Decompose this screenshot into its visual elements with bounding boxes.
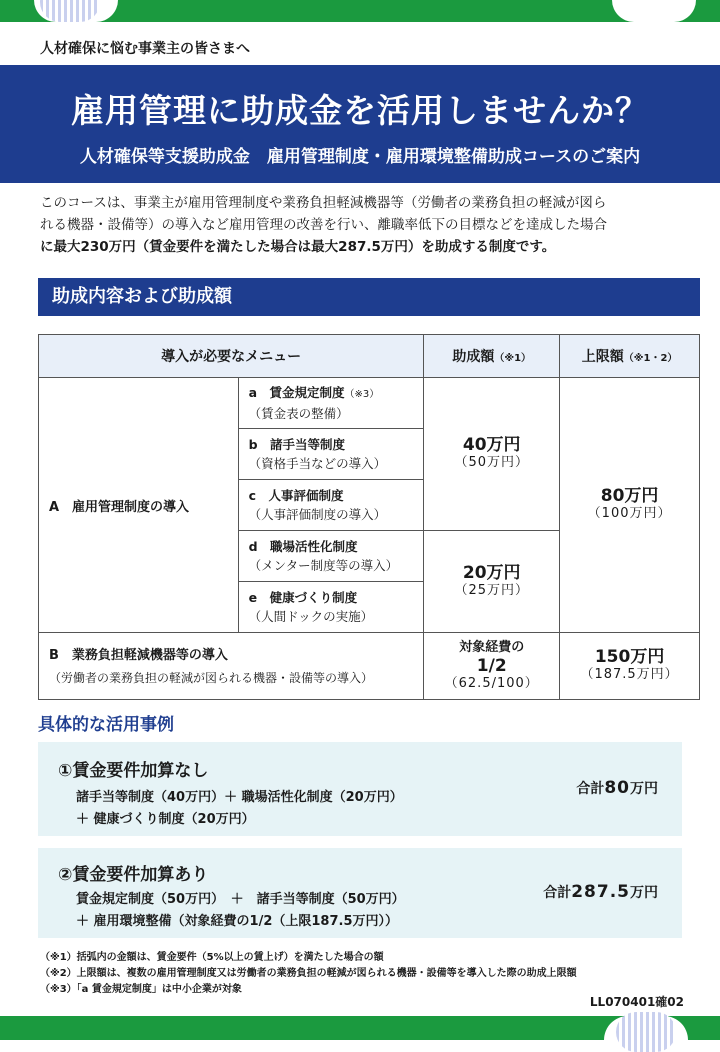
intro-line-3: に最大230万円（賃金要件を満たした場合は最大287.5万円）を助成する制度です。 <box>40 239 556 255</box>
striped-circle-decoration-bottom <box>616 1012 676 1052</box>
subsidy-table <box>38 334 700 700</box>
examples-heading: 具体的な活用事例 <box>38 715 174 735</box>
example-2-total-prefix: 合計 <box>543 885 572 901</box>
limit-b-value: 150万円 <box>594 647 665 667</box>
audience-label: 人材確保に悩む事業主の皆さまへ <box>40 41 250 57</box>
hero-banner <box>0 65 720 183</box>
header-amount-text: 助成額 <box>452 349 495 365</box>
table-header-row <box>39 335 700 378</box>
menu-item-d <box>238 531 424 582</box>
amount-abc-value: 40万円 <box>462 435 521 455</box>
page-title: 雇用管理に助成金を活用しませんか？ <box>71 91 649 130</box>
footnote-3: （※3）「a 賃金規定制度」は中小企業が対象 <box>40 984 242 995</box>
menu-item-b-name: b 諸手当等制度 <box>248 437 346 452</box>
footnote-2: （※2）上限額は、複数の雇用管理制度又は労働者の業務負担の軽減が図られる機器・設備等を導入した際の助成上限額 <box>40 968 577 979</box>
example-1-total-unit: 万円 <box>630 781 658 797</box>
top-green-band <box>0 0 720 22</box>
header-limit-text: 上限額 <box>581 349 624 365</box>
category-b <box>39 633 424 700</box>
example-2-total-num: 287.5 <box>571 882 630 902</box>
example-1-total <box>576 778 658 798</box>
menu-item-a-note: （※3） <box>344 389 380 400</box>
amount-de <box>424 531 560 633</box>
limit-b-wage: （187.5万円） <box>580 667 679 682</box>
header-amount <box>424 335 560 378</box>
bottom-green-band <box>0 1016 720 1040</box>
menu-item-c-name: c 人事評価制度 <box>248 488 344 503</box>
example-box-2 <box>38 848 682 938</box>
amount-b-line1: 対象経費の <box>459 640 525 655</box>
limit-a-value: 80万円 <box>600 486 659 506</box>
example-1-total-prefix: 合計 <box>576 781 605 797</box>
category-a: A 雇用管理制度の導入 <box>39 378 239 633</box>
menu-item-e <box>238 582 424 633</box>
example-1-line1: 諸手当等制度（40万円）＋ 職場活性化制度（20万円） <box>76 790 403 805</box>
table-row <box>39 378 700 429</box>
menu-item-c-desc: （人事評価制度の導入） <box>248 507 387 522</box>
header-limit-note: （※1・2） <box>623 353 678 364</box>
menu-item-e-name: e 健康づくり制度 <box>248 590 358 605</box>
example-1-line2: ＋ 健康づくり制度（20万円） <box>76 812 255 827</box>
example-2-total <box>543 882 658 902</box>
category-b-desc: （労働者の業務負担の軽減が図られる機器・設備等の導入） <box>49 670 374 685</box>
menu-item-b <box>238 429 424 480</box>
header-limit <box>560 335 700 378</box>
amount-abc <box>424 378 560 531</box>
intro-line-1: このコースは、事業主が雇用管理制度や業務負担軽減機器等（労働者の業務負担の軽減が図ら <box>40 195 607 211</box>
example-2-heading: ②賃金要件加算あり <box>58 865 209 885</box>
menu-item-a <box>238 378 424 429</box>
footnote-1: （※1）括弧内の金額は、賃金要件（5%以上の賃上げ）を満たした場合の額 <box>40 952 384 963</box>
document-code: LL070401確02 <box>589 995 684 1009</box>
limit-b <box>560 633 700 700</box>
limit-a <box>560 378 700 633</box>
menu-item-b-desc: （資格手当などの導入） <box>248 456 387 471</box>
amount-b-wage: （62.5/100） <box>444 676 539 691</box>
example-1-heading: ①賃金要件加算なし <box>58 761 209 781</box>
example-2-total-unit: 万円 <box>630 885 658 901</box>
amount-de-wage: （25万円） <box>454 582 529 598</box>
category-b-label: B 業務負担軽減機器等の導入 <box>49 647 228 663</box>
page-subtitle: 人材確保等支援助成金 雇用管理制度・雇用環境整備助成コースのご案内 <box>79 147 641 167</box>
intro-paragraph <box>40 192 690 258</box>
header-menu <box>39 335 424 378</box>
menu-item-d-desc: （メンター制度等の導入） <box>248 558 399 573</box>
menu-item-d-name: d 職場活性化制度 <box>248 539 358 554</box>
header-menu-text: 導入が必要なメニュー <box>161 349 302 365</box>
amount-b-ratio: 1/2 <box>476 656 507 676</box>
amount-b <box>424 633 560 700</box>
intro-line-2: れる機器・設備等）の導入など雇用管理の改善を行い、離職率低下の目標などを達成した場合 <box>40 217 607 233</box>
amount-abc-wage: （50万円） <box>454 455 529 470</box>
menu-item-a-desc: （賃金表の整備） <box>248 406 349 421</box>
menu-item-a-name: a 賃金規定制度 <box>248 385 345 400</box>
example-1-total-num: 80 <box>604 778 630 798</box>
top-notch-right <box>612 0 696 22</box>
limit-a-wage: （100万円） <box>587 506 672 521</box>
table-row <box>39 633 700 700</box>
example-2-line2: ＋ 雇用環境整備（対象経費の1/2（上限187.5万円）） <box>76 914 398 929</box>
footnotes <box>40 950 577 998</box>
menu-item-e-desc: （人間ドックの実施） <box>248 609 374 624</box>
striped-circle-decoration <box>40 0 100 22</box>
header-amount-note: （※1） <box>494 353 532 364</box>
section-heading-subsidy: 助成内容および助成額 <box>38 278 700 316</box>
amount-de-value: 20万円 <box>462 562 521 583</box>
example-box-1 <box>38 742 682 836</box>
example-2-line1: 賃金規定制度（50万円） ＋ 諸手当等制度（50万円） <box>76 892 405 907</box>
menu-item-c <box>238 480 424 531</box>
